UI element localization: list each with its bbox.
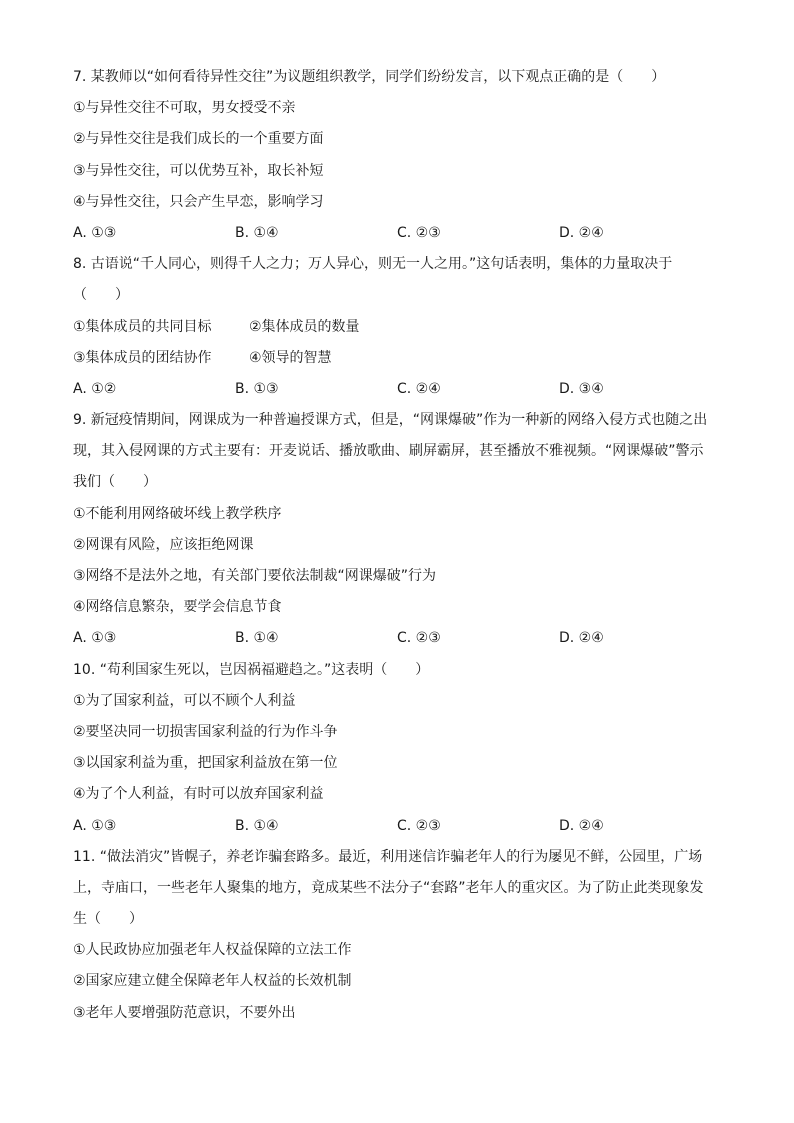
option-c: C. ②④ (397, 380, 441, 397)
question-stem: 10. “苟利国家生死以，岂因祸福避趋之。”这表明（ ） (73, 661, 430, 678)
option-d: D. ②④ (559, 817, 604, 834)
option-b: B. ①③ (235, 380, 279, 397)
question-stem: 7. 某教师以“如何看待异性交往”为议题组织教学，同学们纷纷发言，以下观点正确的是（ ） (73, 69, 666, 85)
statement-item: ③集体成员的团结协作 (73, 349, 212, 366)
option-c: C. ②③ (397, 224, 441, 241)
statement-item: ②与异性交往是我们成长的一个重要方面 (73, 131, 324, 148)
question-8 (73, 249, 723, 405)
exam-page (73, 62, 723, 1029)
question-stem-continued: 现，其入侵网课的方式主要有：开麦说话、播放歌曲、刷屏霸屏，甚至播放不雅视频。“网课爆破”警示 (73, 443, 704, 460)
question-stem: 9. 新冠疫情期间，网课成为一种普遍授课方式，但是，“网课爆破”作为一种新的网络入侵方式也随之出 (73, 412, 708, 429)
question-stem: 8. 古语说“千人同心，则得千人之力；万人异心，则无一人之用。”这句话表明，集体的力量取决于 (73, 256, 673, 273)
statement-item: ③以国家利益为重，把国家利益放在第一位 (73, 755, 338, 772)
question-stem-continued: 我们（ ） (73, 474, 157, 491)
question-stem-continued: （ ） (73, 287, 129, 304)
question-7 (73, 62, 723, 249)
statement-item: ②要坚决同一切损害国家利益的行为作斗争 (73, 723, 338, 740)
statement-pair (73, 312, 723, 343)
question-11 (73, 842, 723, 1029)
statement-item: ④网络信息繁杂，要学会信息节食 (73, 599, 282, 616)
statement-item: ①人民政协应加强老年人权益保障的立法工作 (73, 942, 352, 959)
statement-item: ①集体成员的共同目标 (73, 318, 212, 335)
question-10 (73, 655, 723, 842)
statement-item: ④领导的智慧 (249, 349, 332, 366)
question-stem-continued: 上，寺庙口，一些老年人聚集的地方，竟成某些不法分子“套路”老年人的重灾区。为了防止此类现象发 (73, 879, 704, 896)
statement-item: ③老年人要增强防范意识，不要外出 (73, 1004, 296, 1021)
statement-item: ③与异性交往，可以优势互补，取长补短 (73, 162, 324, 179)
answer-options (73, 218, 723, 249)
statement-item: ②网课有风险，应该拒绝网课 (73, 536, 254, 553)
question-stem: 11. “做法消灾”皆幌子，养老诈骗套路多。最近，利用迷信诈骗老年人的行为屡见不鲜，公园里，广场 (73, 848, 703, 865)
statement-item: ①为了国家利益，可以不顾个人利益 (73, 692, 296, 709)
statement-item: ①与异性交往不可取，男女授受不亲 (73, 100, 296, 117)
statement-item: ②国家应建立健全保障老年人权益的长效机制 (73, 973, 352, 990)
answer-options (73, 374, 723, 405)
option-c: C. ②③ (397, 630, 441, 647)
statement-item: ②集体成员的数量 (249, 318, 360, 335)
option-a: A. ①③ (73, 224, 117, 241)
statement-item: ④与异性交往，只会产生早恋，影响学习 (73, 193, 324, 210)
option-a: A. ①③ (73, 817, 117, 834)
answer-options (73, 623, 723, 654)
option-b: B. ①④ (235, 817, 279, 834)
statement-item: ③网络不是法外之地，有关部门要依法制裁“网课爆破”行为 (73, 568, 437, 584)
option-d: D. ③④ (559, 380, 604, 397)
option-b: B. ①④ (235, 630, 279, 647)
option-d: D. ②④ (559, 630, 604, 647)
statement-item: ④为了个人利益，有时可以放弃国家利益 (73, 786, 324, 803)
statement-pair (73, 343, 723, 374)
option-b: B. ①④ (235, 224, 279, 241)
option-a: A. ①③ (73, 630, 117, 647)
option-c: C. ②③ (397, 817, 441, 834)
statement-item: ①不能利用网络破坏线上教学秩序 (73, 505, 282, 522)
option-d: D. ②④ (559, 224, 604, 241)
option-a: A. ①② (73, 380, 117, 397)
answer-options (73, 811, 723, 842)
question-stem-continued: 生（ ） (73, 911, 143, 928)
question-9 (73, 405, 723, 655)
